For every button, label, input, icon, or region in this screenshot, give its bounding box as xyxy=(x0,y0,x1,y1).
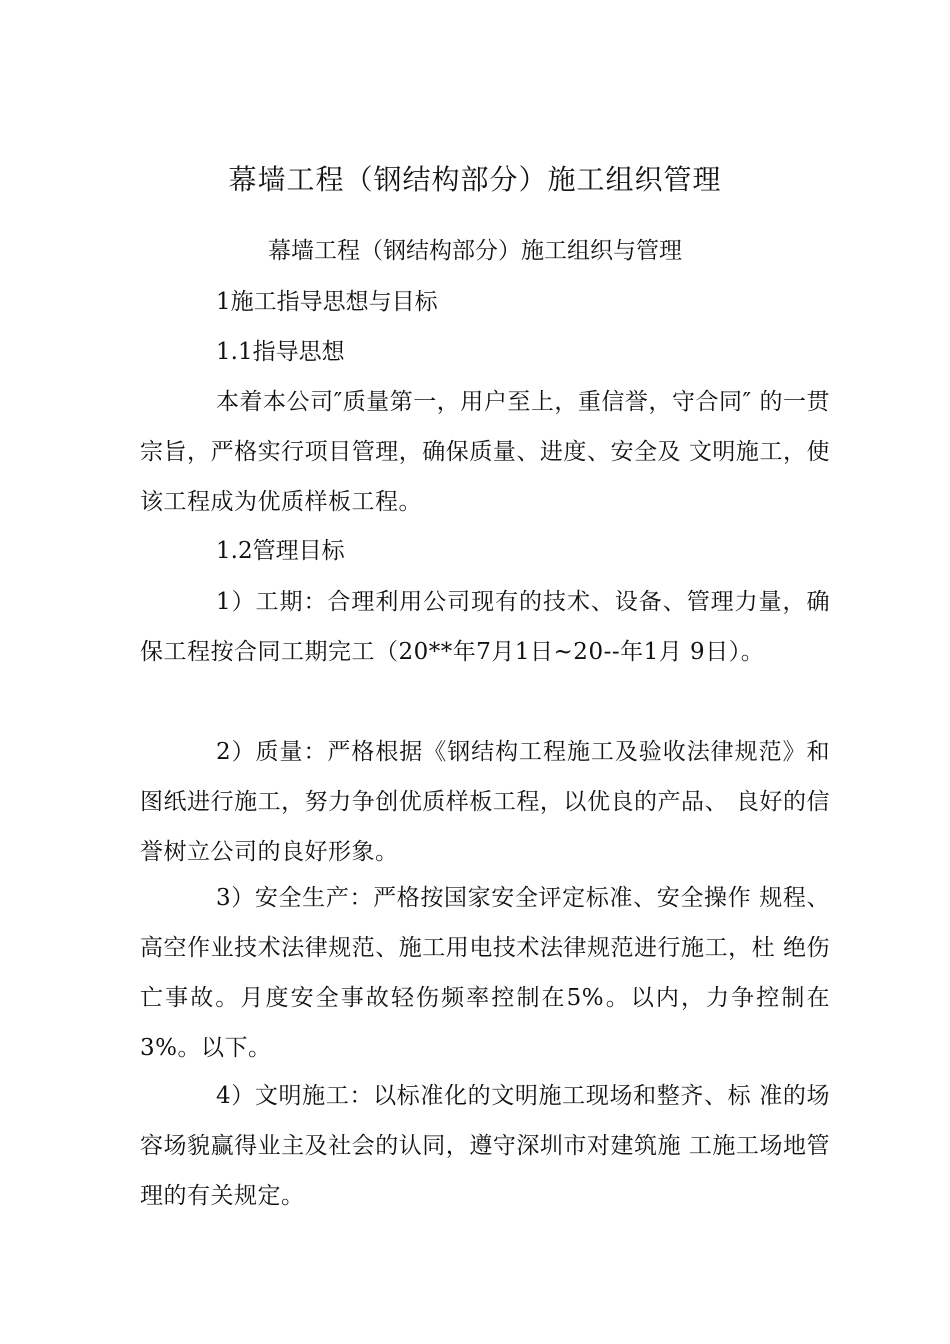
section-1-1-heading: 1.1指导思想 xyxy=(216,339,345,365)
document-title: 幕墙工程（钢结构部分）施工组织管理 xyxy=(228,163,722,196)
section-1-heading: 1施工指导思想与目标 xyxy=(216,289,438,315)
goal-quality-paragraph: 2）质量：严格根据《钢结构工程施工及验收法律规范》和图纸进行施工，努力争创优质样板工程，以优良的产品、 良好的信誉树立公司的良好形象。 xyxy=(140,739,830,865)
section-1-1-paragraph: 本着本公司″质量第一，用户至上，重信誉，守合同″ 的一贯宗旨，严格实行项目管理，确保质量、进度、安全及 文明施工，使该工程成为优质样板工程。 xyxy=(140,389,830,515)
goal-civilized-construction-paragraph: 4）文明施工：以标准化的文明施工现场和整齐、标 准的场容场貌赢得业主及社会的认同，遵守深圳市对建筑施 工施工场地管理的有关规定。 xyxy=(140,1083,830,1209)
goal-schedule-paragraph: 1）工期：合理利用公司现有的技术、设备、管理力量，确保工程按合同工期完工（20**年7月1日~20--年1月 9日）。 xyxy=(140,589,830,665)
section-1-2-heading: 1.2管理目标 xyxy=(216,538,345,564)
document-subtitle: 幕墙工程（钢结构部分）施工组织与管理 xyxy=(268,238,682,264)
goal-safety-paragraph: 3）安全生产：严格按国家安全评定标准、安全操作 规程、高空作业技术法律规范、施工用电技术法律规范进行施工，杜 绝伤亡事故。月度安全事故轻伤频率控制在5%。以内，力争控制在3%。以下。 xyxy=(140,885,830,1061)
